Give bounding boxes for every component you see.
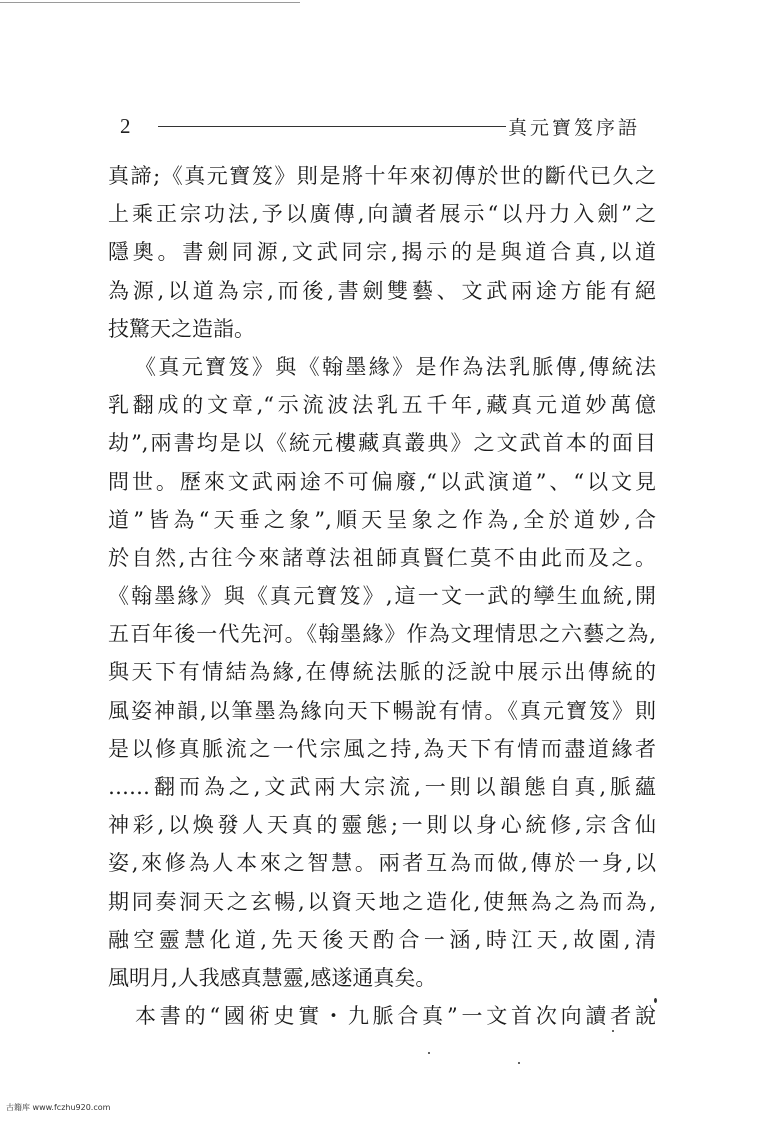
text-line: 是以修真脈流之一代宗風之持,為天下有情而盡道緣者 [108,736,656,761]
text-line: 隱奧。書劍同源,文武同宗,揭示的是與道合真,以道 [108,240,656,265]
text-line: 乳翻成的文章,“示流波法乳五千年,藏真元道妙萬億 [108,393,656,418]
scan-speck [612,1030,614,1032]
text-line: 神彩,以煥發人天真的靈態;一則以身心統修,宗含仙 [108,813,656,838]
text-line: 姿,來修為人本來之智慧。兩者互為而做,傳於一身,以 [108,851,656,876]
paragraph [108,348,656,997]
text-line: 上乘正宗功法,予以廣傳,向讀者展示“以丹力入劍”之 [108,202,656,227]
text-line: 期同奏洞天之玄暢,以資天地之造化,使無為之為而為, [108,889,656,914]
text-line: 與天下有情結為緣,在傳統法脈的泛說中展示出傳統的 [108,660,656,685]
running-title: 真元寶笈序語 [507,116,640,139]
text-line: 風姿神韻,以筆墨為緣向天下暢說有情。《真元寶笈》則 [108,698,656,723]
text-line: 道”皆為“天垂之象”,順天呈象之作為,全於道妙,合 [108,507,656,532]
text-line: 本書的“國術史實・九脈合真”一文首次向讀者說 [135,1004,656,1029]
text-line: 風明月,人我感真慧靈,感遂通真矣。 [108,965,437,990]
text-line: 於自然,古往今來諸尊法祖師真賢仁莫不由此而及之。 [108,545,656,570]
text-line: 真諦;《真元寶笈》則是將十年來初傳於世的斷代已久之 [108,164,656,188]
top-rule [0,2,300,3]
text-line: 問世。歷來文武兩途不可偏廢,“以武演道”、“以文見 [108,469,656,494]
text-line: 五百年後一代先河。《翰墨緣》作為文理情思之六藝之為, [108,622,656,647]
scan-speck [518,1062,520,1064]
text-line: 為源,以道為宗,而後,書劍雙藝、文武兩途方能有絕 [108,278,656,303]
scan-speck [654,998,657,1003]
footer-watermark: 古籍库 www.fczhu920.com [6,1103,111,1112]
text-line: 技驚天之造詣。 [108,316,255,341]
header-rule [158,126,506,127]
page-number: 2 [120,113,131,138]
text-line: 融空靈慧化道,先天後天酌合一涵,時江天,故園,清 [108,927,656,952]
text-line: ……翻而為之,文武兩大宗流,一則以韻態自真,脈蘊 [108,775,656,799]
paragraph [108,997,656,1035]
page-header [120,112,640,140]
text-line: 《真元寶笈》與《翰墨緣》是作為法乳脈傳,傳統法 [135,354,656,379]
text-line: 劫”,兩書均是以《統元樓藏真叢典》之文武首本的面目 [108,431,656,456]
scan-speck [428,1052,430,1054]
paragraph [108,157,656,348]
text-line: 《翰墨緣》與《真元寶笈》,這一文一武的孿生血統,開 [108,584,656,609]
body-text [108,157,656,1035]
